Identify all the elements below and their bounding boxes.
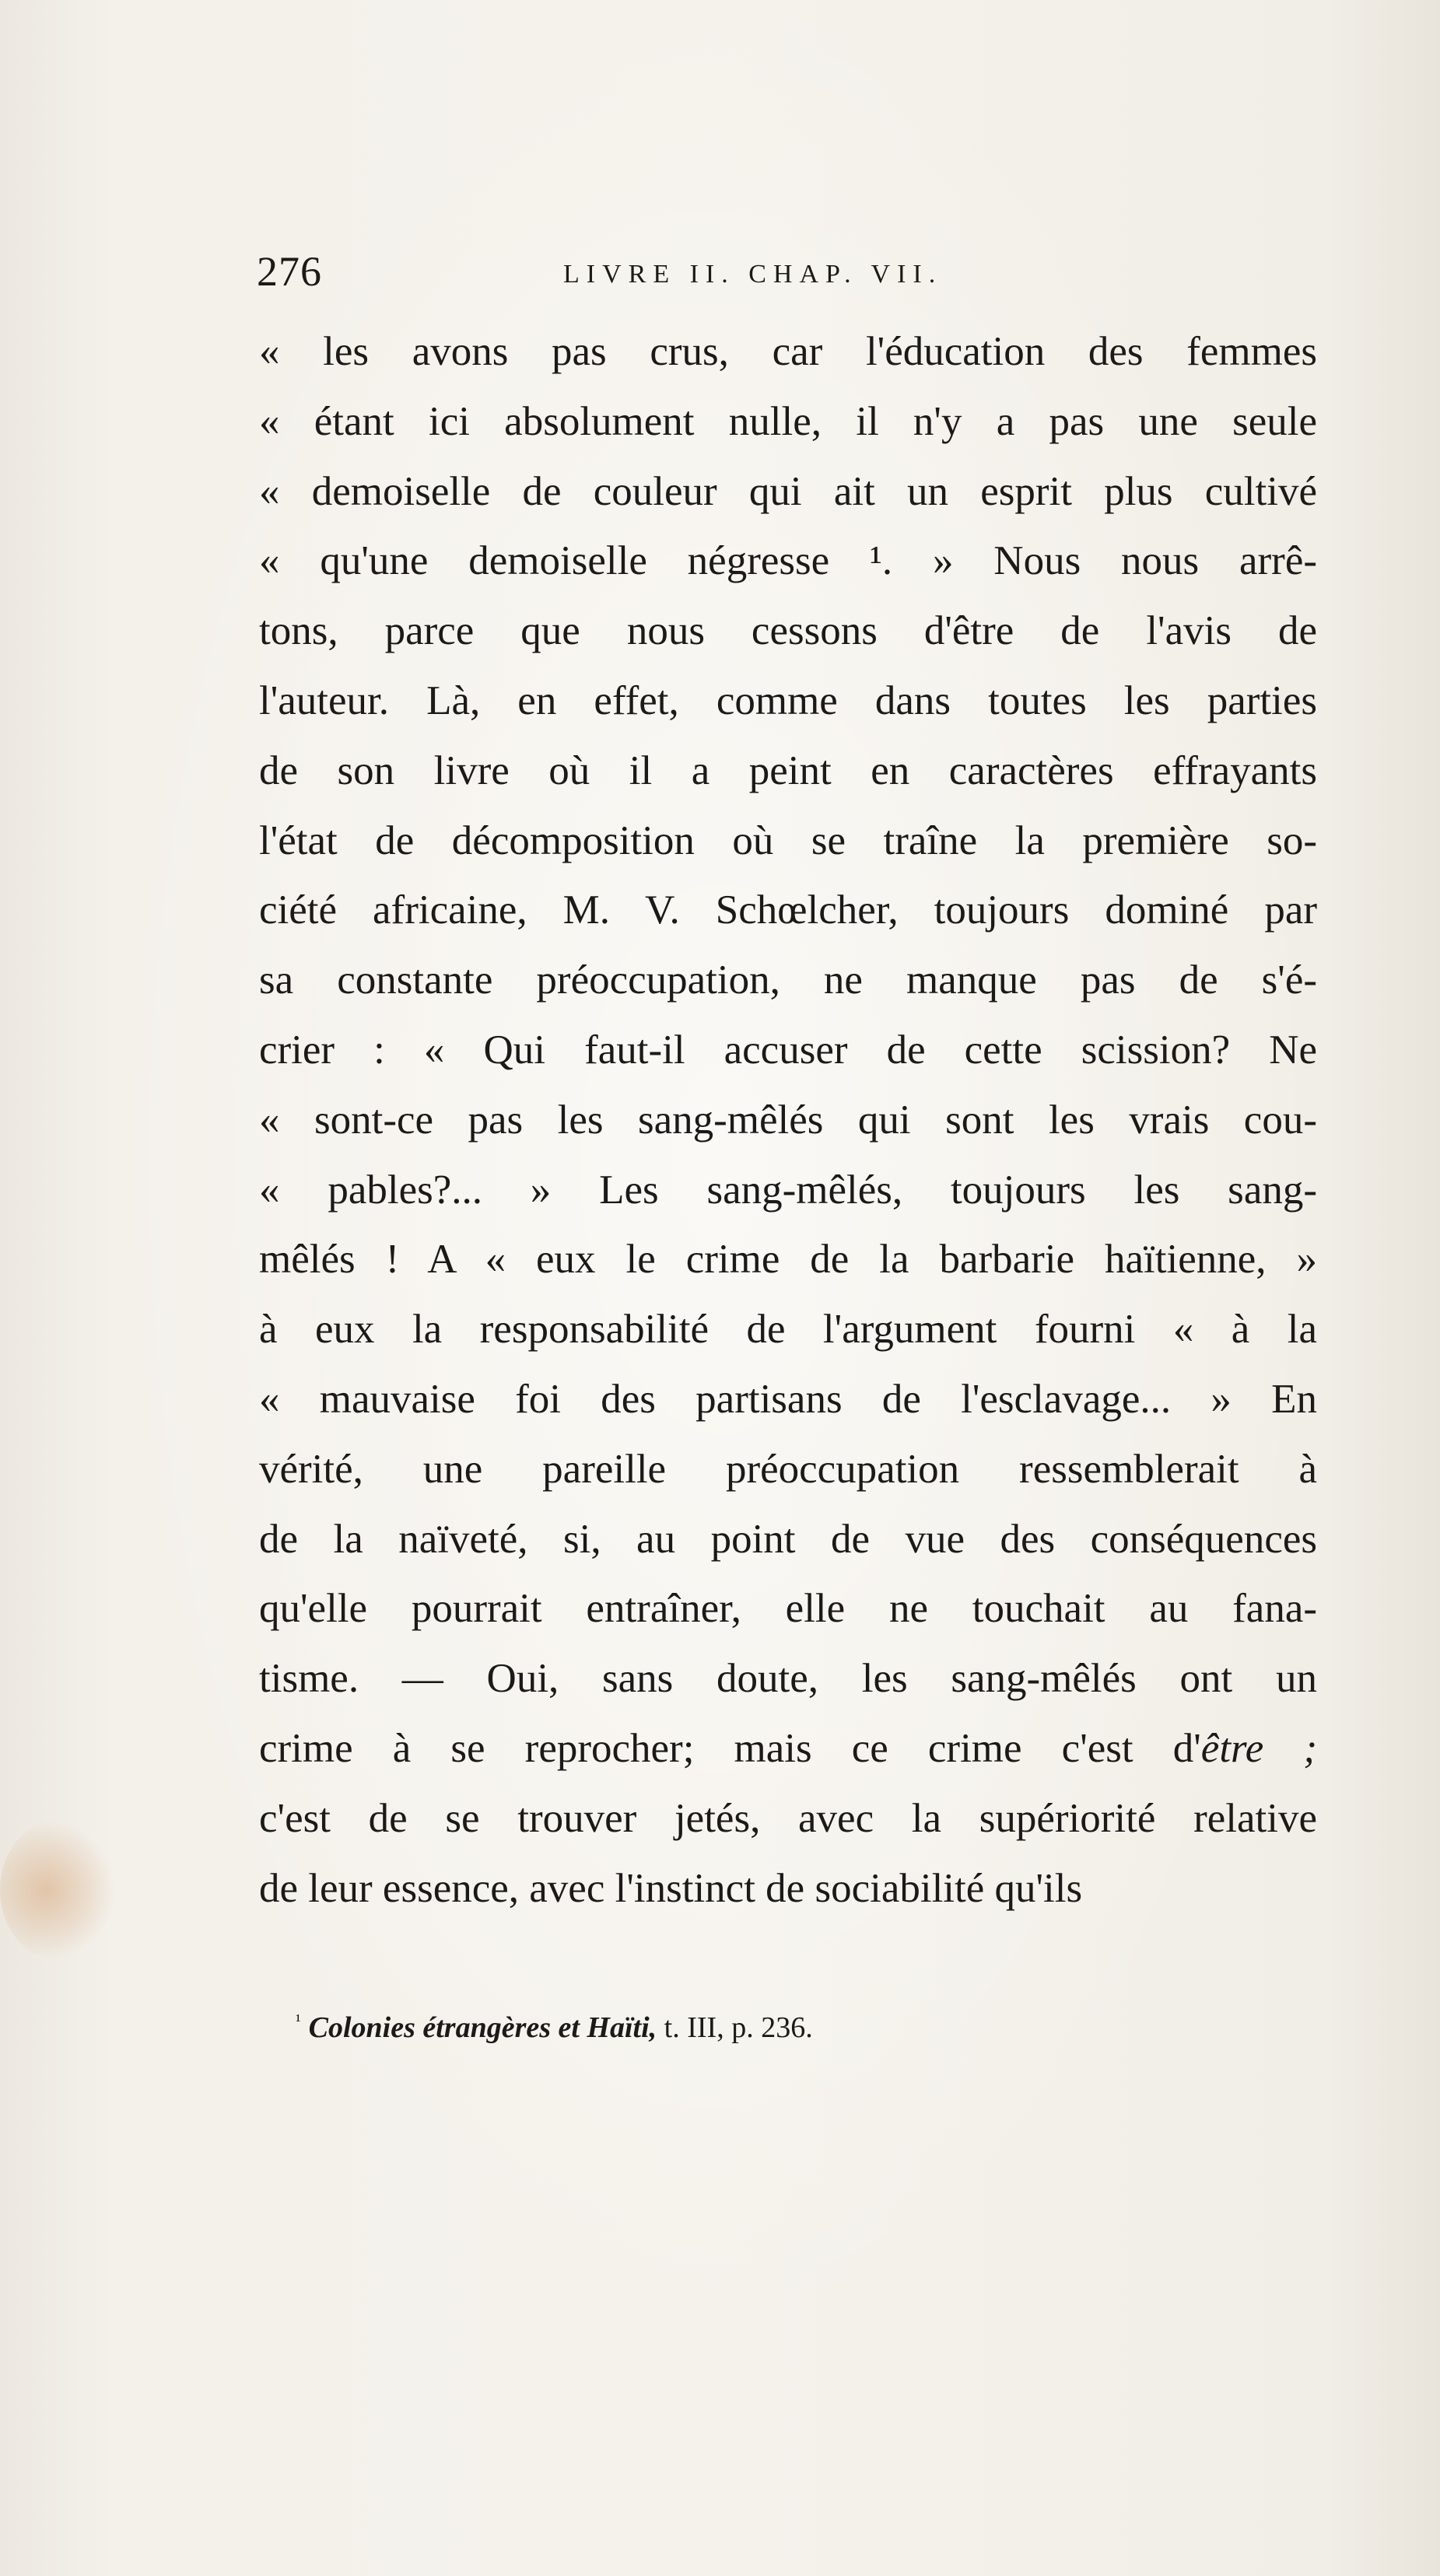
text-line: de leur essence, avec l'instinct de sociabilité qu'ils — [259, 1865, 1083, 1911]
text-line: « pables?... » Les sang-mêlés, toujours les sang- — [259, 1167, 1317, 1213]
footnote-marker: ¹ — [296, 2011, 301, 2030]
body-text — [259, 317, 1317, 1923]
text-line: « mauvaise foi des partisans de l'esclavage... » En — [259, 1376, 1317, 1422]
text-line: de son livre où il a peint en caractères effrayants — [259, 747, 1317, 793]
text-line — [259, 1714, 1317, 1784]
footnote — [296, 2011, 813, 2045]
text-line: « les avons pas crus, car l'éducation des femmes — [259, 329, 1317, 374]
text-line: « étant ici absolument nulle, il n'y a pas une seule — [259, 398, 1317, 444]
text-line: « demoiselle de couleur qui ait un esprit plus cultivé — [259, 468, 1317, 514]
text-line: ciété africaine, M. V. Schœlcher, toujours dominé par — [259, 887, 1317, 933]
page-header — [257, 247, 1323, 302]
text-line: l'auteur. Là, en effet, comme dans toutes les parties — [259, 677, 1317, 723]
running-head: LIVRE II. CHAP. VII. — [563, 260, 943, 289]
text-line: c'est de se trouver jetés, avec la supériorité relative — [259, 1795, 1317, 1841]
text-line: l'état de décomposition où se traîne la première so- — [259, 817, 1317, 863]
text-line: « sont-ce pas les sang-mêlés qui sont les vrais cou- — [259, 1097, 1317, 1143]
text-line: sa constante préoccupation, ne manque pas de s'é- — [259, 957, 1317, 1003]
text-line: qu'elle pourrait entraîner, elle ne touchait au fana- — [259, 1586, 1317, 1632]
text-line: vérité, une pareille préoccupation ressemblerait à — [259, 1446, 1317, 1492]
footnote-title: Colonies étrangères et Haïti, — [308, 2011, 657, 2044]
text-line: à eux la responsabilité de l'argument fourni « à la — [259, 1307, 1317, 1353]
text-line: tisme. — Oui, sans doute, les sang-mêlés ont un — [259, 1656, 1317, 1702]
text-line: de la naïveté, si, au point de vue des conséquences — [259, 1516, 1317, 1562]
italic-word: être ; — [1200, 1725, 1317, 1771]
text-line: mêlés ! A « eux le crime de la barbarie haïtienne, » — [259, 1237, 1317, 1283]
footnote-reference: t. III, p. 236. — [657, 2011, 813, 2044]
paper-stain — [0, 1820, 117, 1960]
page-number: 276 — [257, 248, 322, 295]
text-line: tons, parce que nous cessons d'être de l'avis de — [259, 608, 1317, 654]
text-line: crier : « Qui faut-il accuser de cette scission? Ne — [259, 1027, 1317, 1073]
text-line: « qu'une demoiselle négresse ¹. » Nous nous arrê- — [259, 538, 1317, 584]
text-segment: crime à se reprocher; mais ce crime c'est d' — [259, 1725, 1201, 1771]
